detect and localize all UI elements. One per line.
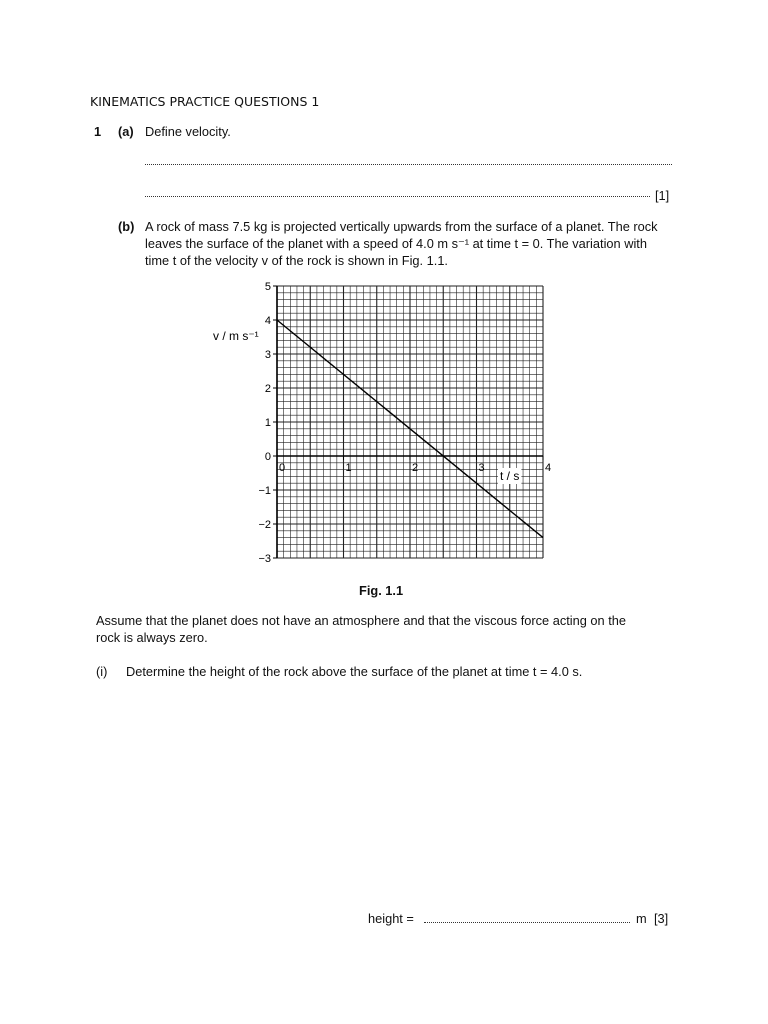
x-tick-label: 4 [545, 462, 552, 474]
part-a-marks: [1] [655, 188, 670, 203]
y-tick-label: 5 [264, 281, 271, 293]
page-title: KINEMATICS PRACTICE QUESTIONS 1 [90, 94, 320, 109]
y-tick-label: 0 [264, 451, 271, 463]
part-b-line-1: A rock of mass 7.5 kg is projected vertically upwards from the surface of a planet. The rock [145, 219, 658, 234]
answer-marks: [3] [654, 911, 669, 926]
answer-line-1[interactable] [145, 164, 672, 165]
answer-label: height = [368, 911, 414, 926]
x-tick-label: 3 [478, 462, 485, 474]
question-number: 1 [94, 124, 102, 139]
graph-grid [277, 286, 543, 558]
x-axis-label: t / s [500, 469, 520, 483]
y-tick-label: 2 [264, 383, 271, 395]
graph-tick-labels [258, 281, 551, 565]
assumption-line-2: rock is always zero. [96, 630, 208, 645]
y-tick-label: −2 [258, 519, 271, 531]
part-i-text: Determine the height of the rock above the surface of the planet at time t = 4.0 s. [126, 664, 583, 679]
part-b-label: (b) [118, 219, 135, 234]
y-axis-label: v / m s⁻¹ [213, 329, 259, 343]
y-tick-label: 4 [264, 315, 271, 327]
figure-caption: Fig. 1.1 [359, 583, 404, 598]
x-tick-label: 1 [345, 462, 352, 474]
part-b-line-3: time t of the velocity v of the rock is shown in Fig. 1.1. [145, 253, 448, 268]
x-tick-label: 0 [279, 462, 286, 474]
answer-line-2[interactable] [145, 196, 650, 197]
velocity-time-graph [200, 276, 560, 568]
assumption-line-1: Assume that the planet does not have an atmosphere and that the viscous force acting on the [96, 613, 626, 628]
y-tick-label: −3 [258, 553, 271, 565]
y-tick-label: 1 [264, 417, 271, 429]
y-tick-label: 3 [264, 349, 271, 361]
part-a-text: Define velocity. [145, 124, 231, 139]
part-i-label: (i) [96, 664, 108, 679]
height-answer-field[interactable] [424, 922, 630, 923]
y-tick-label: −1 [258, 485, 271, 497]
part-b-line-2: leaves the surface of the planet with a speed of 4.0 m s⁻¹ at time t = 0. The variation with [145, 236, 647, 251]
x-tick-label: 2 [412, 462, 419, 474]
answer-unit: m [636, 911, 647, 926]
part-a-label: (a) [118, 124, 134, 139]
